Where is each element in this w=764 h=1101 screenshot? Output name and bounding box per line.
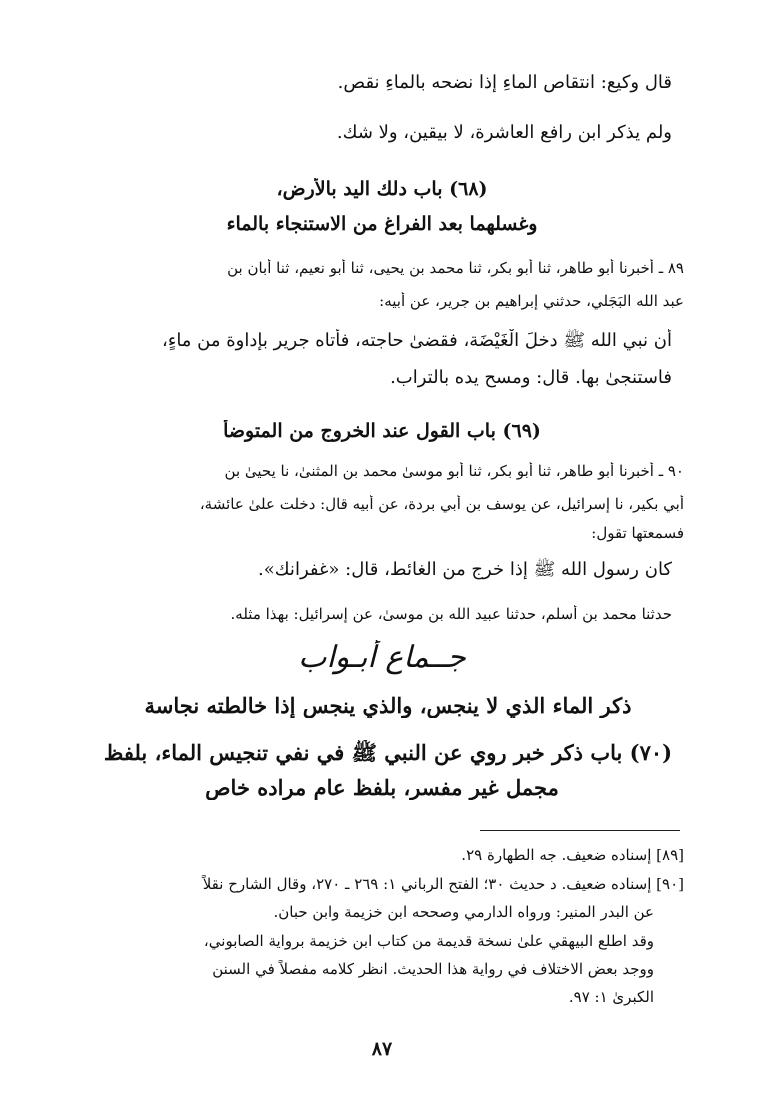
text-line: ولم يذكر ابن رافع العاشرة، لا بيقين، ولا شك. <box>336 122 672 143</box>
chapter-heading: وغسلهما بعد الفراغ من الاستنجاء بالماء <box>226 213 538 235</box>
hadith-isnad: فسمعتها تقول: <box>591 524 684 542</box>
chapter-heading: (٧٠) باب ذكر خبر روي عن النبي ﷺ في نفي تنجيس الماء، بلفظ <box>103 740 673 765</box>
footnote: [٩٠] إسناده ضعيف. د حديث ٣٠؛ الفتح الرباني ١: ٢٦٩ ـ ٢٧٠، وقال الشارح نقلاً <box>202 875 684 893</box>
footnote-divider <box>480 830 680 831</box>
chapter-heading: (٦٩) باب القول عند الخروج من المتوضأ <box>223 420 541 442</box>
text-line: قال وكيع: انتقاص الماءِ إذا نضحه بالماءِ نقص. <box>337 72 672 93</box>
page-number: ٨٧ <box>371 1038 393 1060</box>
hadith-isnad: ٩٠ ـ أخبرنا أبو طاهر، ثنا أبو بكر، ثنا أبو موسىٰ محمد بن المثنىٰ، نا يحيىٰ بن <box>224 462 684 480</box>
chapter-heading: مجمل غير مفسر، بلفظ عام مراده خاص <box>205 775 559 800</box>
chapter-heading: (٦٨) باب دلك اليد بالأرض، <box>276 178 488 200</box>
footnote: عن البدر المنير: ورواه الدارمي وصححه ابن خزيمة وابن حبان. <box>273 903 654 921</box>
footnote: ووجد بعض الاختلاف في رواية هذا الحديث. انظر كلامه مفصلاً في السنن <box>212 960 654 978</box>
section-heading: ذكر الماء الذي لا ينجس، والذي ينجس إذا خالطته نجاسة <box>144 693 632 718</box>
hadith-matn: كان رسول الله ﷺ إذا خرج من الغائط، قال: «غفرانك». <box>258 559 672 580</box>
footnote: وقد اطلع البيهقي علىٰ نسخة قديمة من كتاب ابن خزيمة برواية الصابوني، <box>203 932 654 950</box>
hadith-isnad: ٨٩ ـ أخبرنا أبو طاهر، ثنا أبو بكر، ثنا محمد بن يحيى، ثنا أبو نعيم، ثنا أبان بن <box>227 259 684 277</box>
section-calligraphy-title: جــماع أبـواب <box>298 640 466 675</box>
hadith-isnad: أبي بكير، نا إسرائيل، عن يوسف بن أبي بردة، عن أبيه قال: دخلت علىٰ عائشة، <box>199 495 684 513</box>
hadith-matn: فاستنجىٰ بها. قال: ومسح يده بالتراب. <box>390 367 672 388</box>
hadith-isnad: عبد الله البَجَلي، حدثني إبراهيم بن جرير، عن أبيه: <box>379 292 684 310</box>
footnote: [٨٩] إسناده ضعيف. جه الطهارة ٢٩. <box>461 846 684 864</box>
footnote: الكبرىٰ ١: ٩٧. <box>568 988 654 1006</box>
hadith-matn: أن نبي الله ﷺ دخلَ الْغَيْضَة، فقضىٰ حاجته، فأتاه جرير بإداوة من ماءٍ، <box>162 330 672 351</box>
hadith-isnad: حدثنا محمد بن أسلم، حدثنا عبيد الله بن موسىٰ، عن إسرائيل: بهذا مثله. <box>230 605 672 623</box>
